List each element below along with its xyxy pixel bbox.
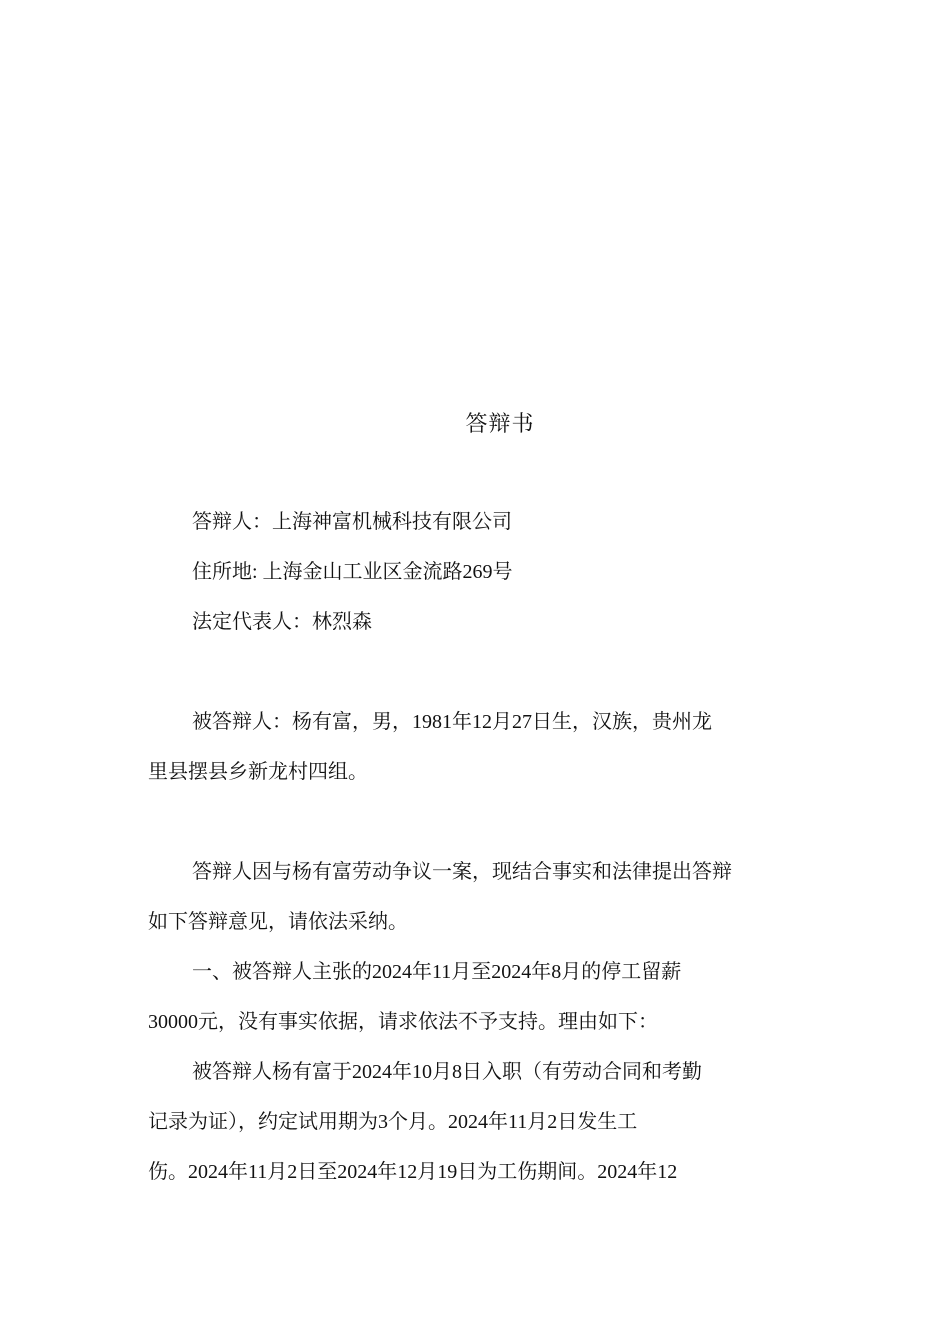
respondent-address-line: 住所地: 上海金山工业区金流路269号 (192, 561, 513, 583)
claimant-line-2: 里县摆县乡新龙村四组。 (148, 761, 368, 783)
intro-line-2: 如下答辩意见，请依法采纳。 (148, 911, 408, 933)
legal-representative-line: 法定代表人：林烈森 (192, 611, 372, 633)
point-one-line-4: 记录为证），约定试用期为3个月。2024年11月2日发生工 (148, 1111, 638, 1133)
respondent-name-line: 答辩人：上海神富机械科技有限公司 (192, 511, 512, 533)
point-one-line-1: 一、被答辩人主张的2024年11月至2024年8月的停工留薪 (192, 961, 682, 983)
claimant-line-1: 被答辩人：杨有富，男，1981年12月27日生，汉族，贵州龙 (192, 711, 712, 733)
intro-line-1: 答辩人因与杨有富劳动争议一案，现结合事实和法律提出答辩 (192, 861, 732, 883)
point-one-line-3: 被答辩人杨有富于2024年10月8日入职（有劳动合同和考勤 (192, 1061, 702, 1083)
point-one-line-5: 伤。2024年11月2日至2024年12月19日为工伤期间。2024年12 (148, 1161, 678, 1183)
point-one-line-2: 30000元，没有事实依据，请求依法不予支持。理由如下： (148, 1011, 658, 1033)
document-title: 答辩书 (465, 411, 535, 436)
